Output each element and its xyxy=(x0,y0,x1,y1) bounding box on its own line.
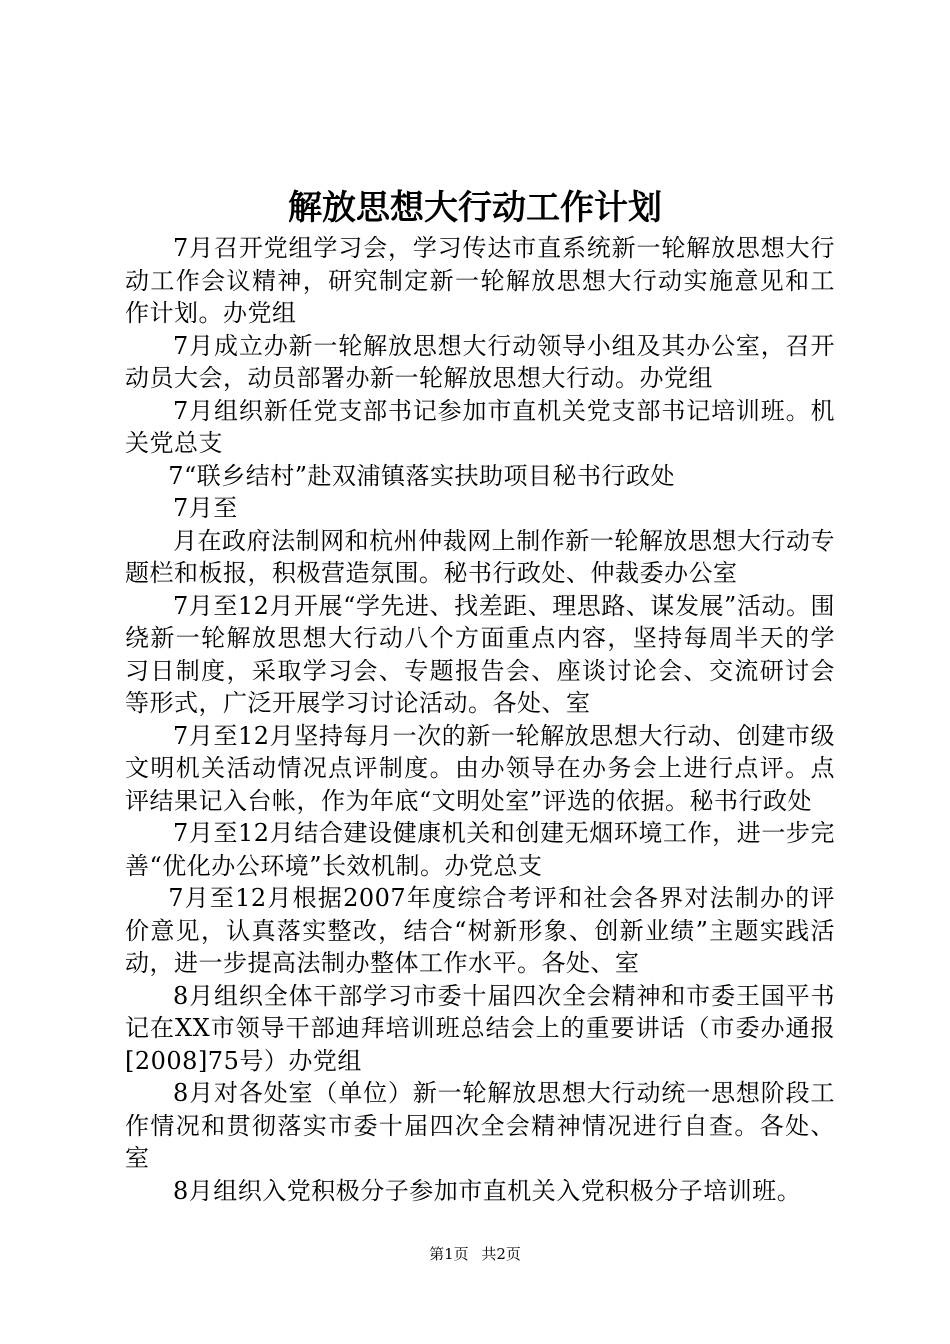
paragraph: 7月至 xyxy=(173,494,238,522)
document-title: 解放思想大行动工作计划 xyxy=(288,188,662,228)
paragraph: 7月成立办新一轮解放思想大行动领导小组及其办公室，召开动员大会，动员部署办新一轮解放思想大行动。办党组 xyxy=(125,331,835,392)
paragraph: 7“联乡结村”赴双浦镇落实扶助项目秘书行政处 xyxy=(168,461,675,490)
paragraph: 7月至12月开展“学先进、找差距、理思路、谋发展”活动。围绕新一轮解放思想大行动八个方面重点内容，坚持每周半天的学习日制度，采取学习会、专题报告会、座谈讨论会、交流研讨会等形式，广泛开展学习讨论活动。各处、室 xyxy=(125,591,835,717)
page-number: 第1页 xyxy=(429,1245,469,1263)
paragraph: 7月组织新任党支部书记参加市直机关党支部书记培训班。机关党总支 xyxy=(125,396,835,457)
document-body xyxy=(125,232,835,1207)
page-total: 共2页 xyxy=(481,1245,521,1263)
paragraph: 7月至12月坚持每月一次的新一轮解放思想大行动、创建市级文明机关活动情况点评制度。由办领导在办务会上进行点评。点评结果记入台帐，作为年底“文明处室”评选的依据。秘书行政处 xyxy=(125,721,835,815)
paragraph: 8月组织入党积极分子参加市直机关入党积极分子培训班。 xyxy=(173,1176,802,1205)
paragraph: 8月组织全体干部学习市委十届四次全会精神和市委王国平书记在XX市领导干部迪拜培训班总结会上的重要讲话（市委办通报[2008]75号）办党组 xyxy=(125,981,835,1075)
page-footer xyxy=(0,1244,950,1264)
paragraph: 8月对各处室（单位）新一轮解放思想大行动统一思想阶段工作情况和贯彻落实市委十届四次全会精神情况进行自查。各处、室 xyxy=(125,1079,835,1172)
paragraph: 月在政府法制网和杭州仲裁网上制作新一轮解放思想大行动专题栏和板报，积极营造氛围。秘书行政处、仲裁委办公室 xyxy=(125,526,835,587)
paragraph: 7月至12月结合建设健康机关和创建无烟环境工作，进一步完善“优化办公环境”长效机制。办党总支 xyxy=(125,819,835,880)
paragraph: 7月召开党组学习会，学习传达市直系统新一轮解放思想大行动工作会议精神，研究制定新一轮解放思想大行动实施意见和工作计划。办党组 xyxy=(125,234,835,327)
paragraph: 7月至12月根据2007年度综合考评和社会各界对法制办的评价意见，认真落实整改，结合“树新形象、创新业绩”主题实践活动，进一步提高法制办整体工作水平。各处、室 xyxy=(125,884,835,977)
